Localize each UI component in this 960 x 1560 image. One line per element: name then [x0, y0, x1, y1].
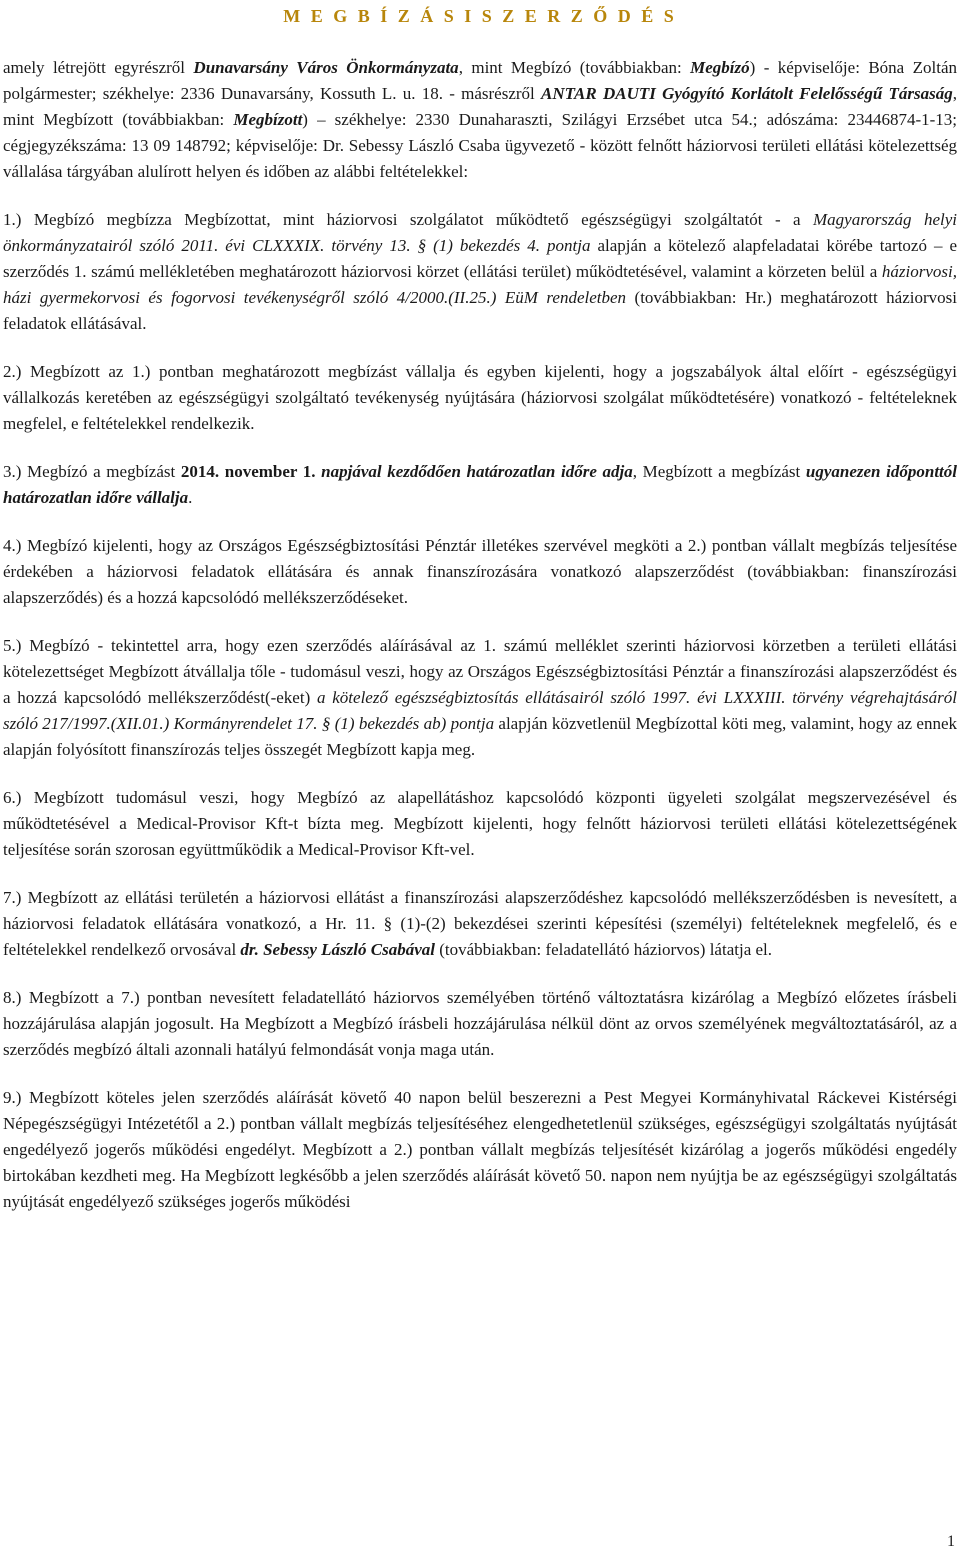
text-run: 4.) Megbízó kijelenti, hogy az Országos Egészségbiztosítási Pénztár illetékes szervével megköti a 2.) pontban vállalt megbízás teljesítése érdekében a háziorvosi feladatok ellátására és annak finanszírozására vonatkozó alapszerződést (továbbiakban: finanszírozási alapszerződés) és a hozzá kapcsolódó mellékszerződéseket.: [3, 536, 957, 607]
paragraph-9: [3, 985, 957, 1063]
paragraph-3: [3, 359, 957, 437]
text-run: Dunavarsány Város Önkormányzata: [193, 58, 459, 77]
text-run: alapján közvetlenül Megbízottal köti meg, valamint, hogy az ennek alapján folyósított finanszírozás teljes összegét Megbízott kapja meg.: [3, 714, 957, 759]
text-run: 5.) Megbízó - tekintettel arra, hogy ezen szerződés aláírásával az 1. számú melléklet szerinti háziorvosi körzetben a területi ellátási kötelezettséget Megbízott átvállalja tőle - tudomásul veszi, hogy az Országos Egészségbiztosítási Pénztár a finanszírozási alapszerződést és a hozzá kapcsolódó mellékszerződést(-eket): [3, 636, 957, 707]
paragraph-1: [3, 55, 957, 185]
document-body: [3, 55, 957, 1215]
text-run: Megbízott: [233, 110, 303, 129]
paragraph-7: [3, 785, 957, 863]
text-run: ) - képviselője: Bóna Zoltán polgármester; székhelye: 2336 Dunavarsány, Kossuth L. u. 18. - másrészről: [3, 58, 957, 103]
text-run: 8.) Megbízott a 7.) pontban nevesített feladatellátó háziorvos személyében történő változtatásra kizárólag a Megbízó előzetes írásbeli hozzájárulása alapján jogosult. Ha Megbízott a Megbízó írásbeli hozzájárulása nélkül dönt az orvos személyének megváltoztatásáról, az a szerződés megbízó általi azonnali hatályú felmondását vonja maga után.: [3, 988, 957, 1059]
paragraph-6: [3, 633, 957, 763]
text-run: háziorvosi, házi gyermekorvosi és fogorvosi tevékenységről szóló 4/2000.(II.25.) EüM rendeletben: [3, 262, 957, 307]
text-run: 7.) Megbízott az ellátási területén a háziorvosi ellátást a finanszírozási alapszerződéshez kapcsolódó mellékszerződésben is nevesített, a háziorvosi feladatok ellátására vonatkozó, a Hr. 11. § (1)-(2) bekezdései szerinti képesítési (személyi) feltételeknek megfelelő, és e feltételekkel rendelkező orvosával: [3, 888, 957, 959]
page-number: 1: [947, 1533, 955, 1550]
text-run: 3.) Megbízó a megbízást: [3, 462, 181, 481]
text-run: amely létrejött egyrészről: [3, 58, 194, 77]
text-run: 2014. november 1.: [180, 462, 322, 481]
text-run: 2.) Megbízott az 1.) pontban meghatározott megbízást vállalja és egyben kijelenti, hogy a jogszabályok által előírt - egészségügyi vállalkozás keretében az egészségügyi szolgáltató tevékenység nyújtására (háziorvosi szolgálat működtetésére) vonatkozó - feltételeknek megfelel, e feltételekkel rendelkezik.: [3, 362, 957, 433]
text-run: 9.) Megbízott köteles jelen szerződés aláírását követő 40 napon belül beszerezni a Pest Megyei Kormányhivatal Ráckevei Kistérségi Népegészségügyi Intézetétől a 2.) pontban vállalt megbízás teljesítéséhez elengedhetetlenül szükséges, egészségügyi szolgáltatás nyújtását engedélyező jogerős működési engedélyt. Megbízott a 2.) pontban vállalt megbízás teljesítését kizárólag a jogerős működési engedély birtokában kezdheti meg. Ha Megbízott legkésőbb a jelen szerződés aláírását követő 50. napon nem nyújtja be az egészségügyi szolgáltatás nyújtását engedélyező szükséges jogerős működési: [3, 1088, 957, 1211]
text-run: a kötelező egészségbiztosítás ellátásairól szóló 1997. évi LXXXIII. törvény végrehajtásáról szóló 217/1997.(XII.01.) Kormányrendelet 17. § (1) bekezdés ab) pontja: [3, 688, 957, 733]
text-run: ANTAR DAUTI Gyógyító Korlátolt Felelősségű Társaság: [540, 84, 953, 103]
paragraph-8: [3, 885, 957, 963]
paragraph-4: [3, 459, 957, 511]
text-run: Megbízó: [690, 58, 750, 77]
text-run: ) – székhelye: 2330 Dunaharaszti, Szilágyi Erzsébet utca 54.; adószáma: 23446874-1-13; cégjegyzékszáma: 13 09 148792; képviselője: Dr. Sebessy László Csaba ügyvezető - között felnőtt háziorvosi területi ellátási kötelezettség vállalása tárgyában alulírott helyen és időben az alábbi feltételekkel:: [3, 110, 958, 181]
text-run: dr. Sebessy László Csabával: [240, 940, 435, 959]
paragraph-10: [3, 1085, 957, 1215]
text-run: 1.) Megbízó megbízza Megbízottat, mint háziorvosi szolgálatot működtető egészségügyi szolgáltatót - a: [3, 210, 813, 229]
text-run: , mint Megbízó (továbbiakban:: [458, 58, 691, 77]
text-run: ugyanezen időponttól határozatlan időre vállalja: [3, 462, 957, 507]
paragraph-5: [3, 533, 957, 611]
text-run: Magyarország helyi önkormányzatairól szóló 2011. évi CLXXXIX. törvény 13. § (1) bekezdés 4. pontja: [3, 210, 957, 255]
text-run: , mint Megbízott (továbbiakban:: [3, 84, 957, 129]
paragraph-2: [3, 207, 957, 337]
text-run: .: [188, 488, 193, 507]
text-run: napjával kezdődően határozatlan időre adja: [321, 462, 633, 481]
text-run: 6.) Megbízott tudomásul veszi, hogy Megbízó az alapellátáshoz kapcsolódó központi ügyeleti szolgálat megszervezésével és működtetésével a Medical-Provisor Kft-t bízta meg. Megbízott kijelenti, hogy felnőtt háziorvosi területi ellátási kötelezettségének teljesítése során szorosan együttműködik a Medical-Provisor Kft-vel.: [3, 788, 957, 859]
text-run: (továbbiakban: feladatellátó háziorvos) látatja el.: [434, 940, 773, 959]
text-run: , Megbízott a megbízást: [632, 462, 806, 481]
text-run: (továbbiakban: Hr.) meghatározott háziorvosi feladatok ellátásával.: [3, 288, 957, 333]
document-title: M E G B Í Z Á S I S Z E R Z Ő D É S: [283, 6, 677, 26]
text-run: alapján a kötelező alapfeladatai körébe tartozó – e szerződés 1. számú mellékletében meghatározott háziorvosi körzet (ellátási terület) működtetésével, valamint a körzeten belül a: [3, 236, 957, 281]
